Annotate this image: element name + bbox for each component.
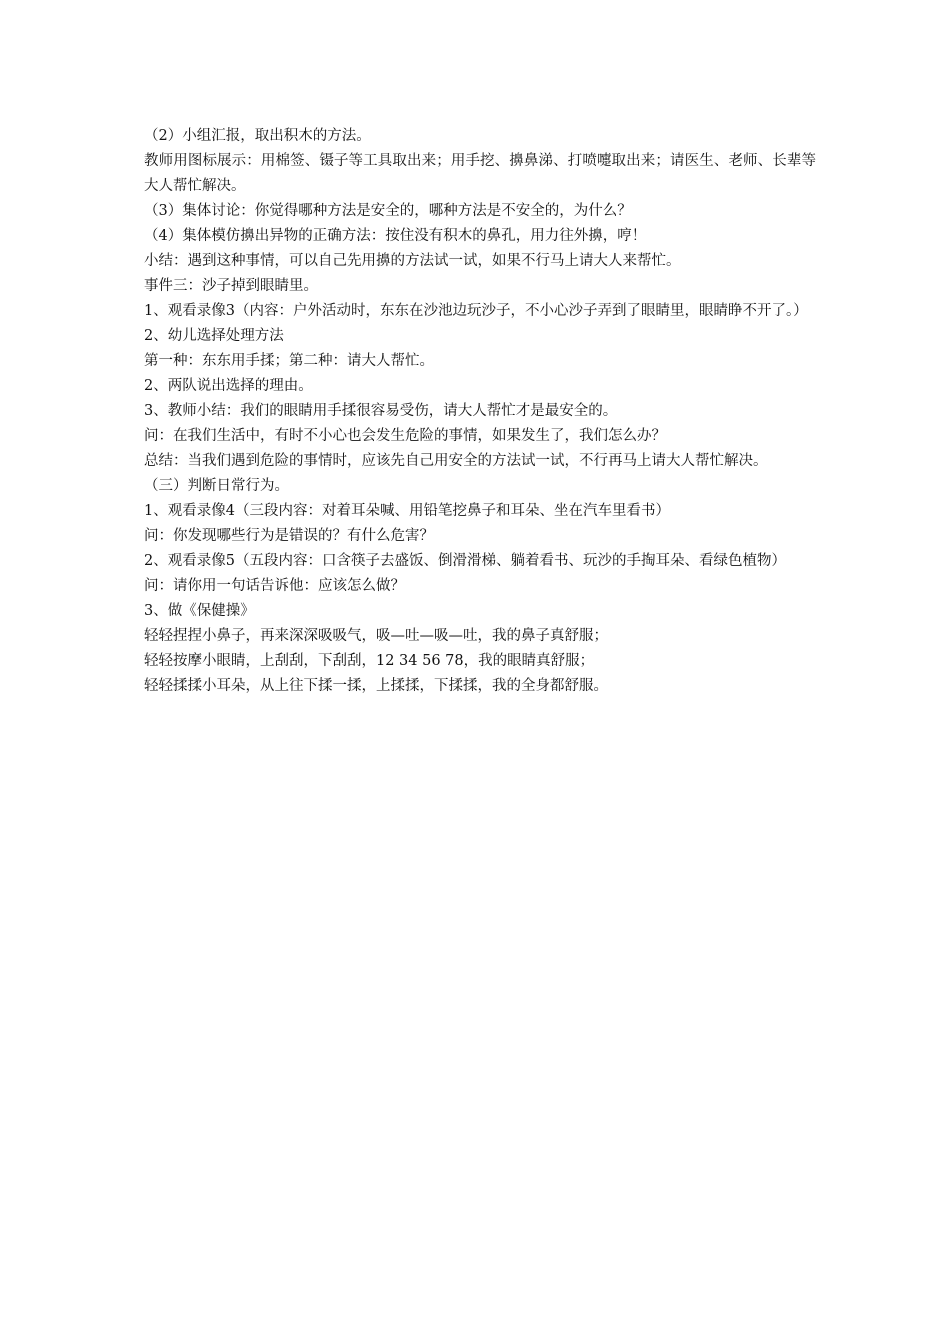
paragraph: 总结：当我们遇到危险的事情时，应该先自己用安全的方法试一试，不行再马上请大人帮忙解决。 (144, 453, 768, 469)
paragraph: 轻轻揉揉小耳朵，从上往下揉一揉，上揉揉，下揉揉，我的全身都舒服。 (144, 678, 608, 694)
paragraph: 问：请你用一句话告诉他：应该怎么做？ (144, 578, 405, 594)
paragraph: （4）集体模仿擤出异物的正确方法：按住没有积木的鼻孔，用力往外擤，哼！ (144, 228, 647, 244)
paragraph: （3）集体讨论：你觉得哪种方法是安全的，哪种方法是不安全的，为什么？ (144, 203, 632, 219)
paragraph: 2、幼儿选择处理方法 (144, 328, 284, 344)
paragraph: 问：你发现哪些行为是错误的？有什么危害？ (144, 528, 434, 544)
paragraph: 问：在我们生活中，有时不小心也会发生危险的事情，如果发生了，我们怎么办？ (144, 428, 666, 444)
paragraph: 1、观看录像3（内容：户外活动时，东东在沙池边玩沙子，不小心沙子弄到了眼睛里，眼睛睁不开了。） (144, 303, 808, 319)
paragraph: 2、观看录像5（五段内容：口含筷子去盛饭、倒滑滑梯、躺着看书、玩沙的手掏耳朵、看绿色植物） (144, 553, 786, 569)
paragraph: 3、做《保健操》 (144, 603, 255, 619)
paragraph: 轻轻按摩小眼睛，上刮刮，下刮刮，12 34 56 78，我的眼睛真舒服； (144, 653, 595, 669)
paragraph: 3、教师小结：我们的眼睛用手揉很容易受伤，请大人帮忙才是最安全的。 (144, 403, 618, 419)
paragraph: （三）判断日常行为。 (144, 478, 289, 494)
document-body (144, 124, 816, 699)
paragraph: 轻轻捏捏小鼻子，再来深深吸吸气，吸—吐—吸—吐，我的鼻子真舒服； (144, 628, 608, 644)
paragraph: 小结：遇到这种事情，可以自己先用擤的方法试一试，如果不行马上请大人来帮忙。 (144, 253, 681, 269)
paragraph: （2）小组汇报，取出积木的方法。 (144, 128, 371, 144)
paragraph: 1、观看录像4（三段内容：对着耳朵喊、用铅笔挖鼻子和耳朵、坐在汽车里看书） (144, 503, 670, 519)
paragraph: 第一种：东东用手揉；第二种：请大人帮忙。 (144, 353, 434, 369)
paragraph: 教师用图标展示：用棉签、镊子等工具取出来；用手挖、擤鼻涕、打喷嚏取出来；请医生、老师、长辈等大人帮忙解决。 (144, 153, 816, 194)
paragraph: 2、两队说出选择的理由。 (144, 378, 313, 394)
paragraph: 事件三：沙子掉到眼睛里。 (144, 278, 318, 294)
